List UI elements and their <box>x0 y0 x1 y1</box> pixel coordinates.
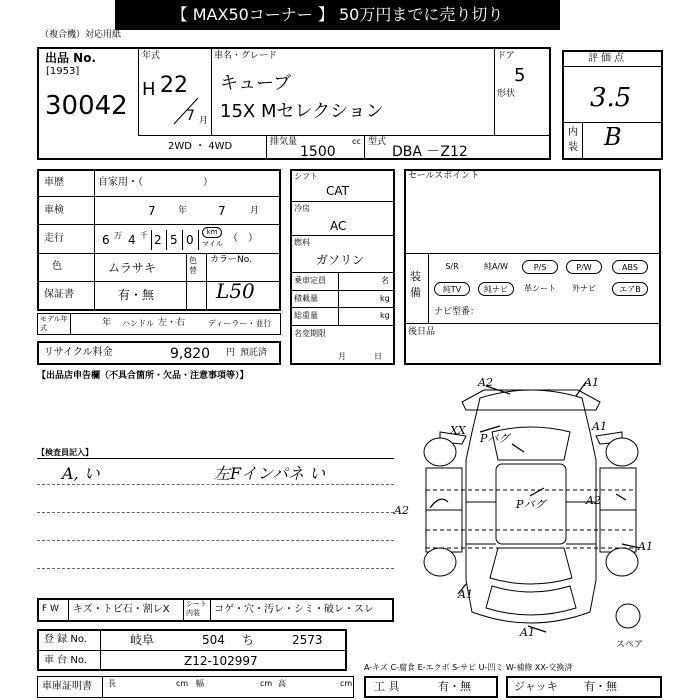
car-damage-diagram <box>400 372 662 664</box>
doc-col-5: 高 <box>278 679 286 688</box>
registration-label: 登 録 No. <box>44 634 87 645</box>
model-year-unit: 年 <box>102 318 112 328</box>
capacity-label: 乗車定員 <box>294 276 326 285</box>
load-unit: kg <box>380 294 390 303</box>
car-model: キューブ <box>220 73 292 94</box>
mileage-v2: 4 <box>128 233 136 247</box>
inspection-label: 車検 <box>44 205 64 216</box>
mileage-paren: （ ） <box>228 233 258 244</box>
lot-sub: [1953] <box>46 66 80 77</box>
doc-col-1: 長 <box>108 679 116 688</box>
mileage-label: 走行 <box>44 233 64 244</box>
color-change-label: 色替 <box>189 256 197 275</box>
lot-no-label: 出品 No. <box>45 51 97 65</box>
doc-col-6: cm <box>340 679 353 688</box>
registration-place: 岐阜 <box>130 633 155 647</box>
shift-label: シフト <box>294 172 318 181</box>
doors-value: 5 <box>514 65 526 86</box>
later-date-label: 後日品 <box>408 327 436 337</box>
gross-label: 総重量 <box>294 311 318 320</box>
inspection-year-unit: 年 <box>178 206 188 216</box>
displacement-unit: cc <box>352 137 361 146</box>
doc-col-3: 幅 <box>196 679 204 688</box>
lot-number: 30042 <box>45 91 128 121</box>
capacity-unit: 名 <box>381 276 389 285</box>
warranty-value: 有・無 <box>118 288 155 302</box>
gross-unit: kg <box>380 311 390 320</box>
registration-number: 2573 <box>292 633 323 647</box>
mileage-unit-km: km <box>202 227 222 238</box>
seat-label: シート内装 <box>186 600 207 617</box>
mark-ping-front: Pバグ <box>480 432 510 445</box>
car-grade: 15X Mセレクション <box>220 101 384 122</box>
nameplate-label: 名変期限 <box>294 329 326 338</box>
mileage-v5: 0 <box>186 233 194 247</box>
equipment-option: 革シート <box>524 284 556 293</box>
jack-label: ジャッキ <box>514 680 558 693</box>
drive-label: 2WD ・ 4WD <box>168 141 233 152</box>
mark-ping-mid: Pバグ <box>516 498 546 511</box>
documents-label: 車庫証明書 <box>42 681 92 692</box>
mark-a2-top: A2 <box>478 376 493 389</box>
shape-label: 形状 <box>497 89 516 99</box>
color-value: ムラサキ <box>108 261 157 275</box>
mark-a1-bottom: A1 <box>520 626 535 639</box>
handle-value: 左・右 <box>158 318 186 328</box>
year-era: H <box>142 79 156 100</box>
inspector-line1: A, い <box>62 464 100 483</box>
year-divider <box>170 96 200 126</box>
mark-a1-rr: A1 <box>638 540 653 553</box>
year-month: 7 <box>186 108 195 124</box>
warranty-label: 保証書 <box>44 289 74 300</box>
chassis-value: Z12-102997 <box>184 654 258 668</box>
tools-value: 有・無 <box>438 680 471 693</box>
nameplate-unit: 月日 <box>338 352 410 361</box>
history-label: 車歴 <box>44 177 64 188</box>
fuel-value: ガソリン <box>316 253 365 267</box>
equipment-option: 純A/W <box>483 262 509 271</box>
interior-label-1: 内 <box>568 127 578 138</box>
inspector-line1b: 左Fインパネ い <box>214 464 326 483</box>
damage-legend: A-キズ C-腐食 E-エクボ S-サビ U-凹ミ W-補修 XX-交換済 <box>364 663 573 672</box>
history-value: 自家用・（ ） <box>98 177 213 188</box>
recycle-value: 9,820 <box>170 346 211 362</box>
inspection-month: 7 <box>218 204 226 218</box>
jack-value: 有・無 <box>584 680 617 693</box>
name-label: 車名・グレード <box>214 51 278 61</box>
mileage-unit-mile: マイル <box>202 240 223 248</box>
aircon-value: AC <box>330 219 347 233</box>
mark-a2-right: A2 <box>586 494 601 507</box>
mark-a2-left: A2 <box>394 504 409 517</box>
mark-a1-rl: A1 <box>458 588 473 601</box>
fw-label: F W <box>42 604 59 614</box>
color-label: 色 <box>52 261 62 272</box>
fuel-label: 燃料 <box>294 238 310 247</box>
equipment-option: エアB <box>612 282 648 296</box>
year-month-unit: 月 <box>199 116 209 126</box>
mark-xx: XX <box>450 424 466 437</box>
handle-label: ハンドル <box>122 319 154 328</box>
equipment-option: 純ナビ <box>478 282 514 296</box>
sales-point-label: セールスポイント <box>408 171 480 181</box>
registration-kana: ち <box>242 633 255 647</box>
fw-value: キズ・トビ石・割レX <box>73 604 170 615</box>
inspector-label: 【検査員記入】 <box>37 448 93 457</box>
recycle-note: 預託済 <box>240 348 268 358</box>
equipment-option: ABS <box>612 260 648 274</box>
mark-a1-tr: A1 <box>584 376 599 389</box>
banner: 【 MAX50コーナー 】 50万円までに売り切り <box>115 0 560 30</box>
interior-score: B <box>604 123 622 151</box>
mileage-v4: 5 <box>170 233 178 247</box>
doors-label: ドア <box>497 51 515 61</box>
nav-model-label: ナビ型番： <box>434 307 480 317</box>
mileage-u2: 千 <box>140 231 148 240</box>
equipment-label-2: 備 <box>410 286 421 299</box>
color-no-label: カラーNo. <box>210 255 252 265</box>
year-label: 年式 <box>142 51 161 61</box>
registration-class: 504 <box>202 633 225 647</box>
seat-value: コゲ・穴・汚レ・シミ・破レ・スレ <box>214 604 374 615</box>
spare-label: スペア <box>616 640 644 650</box>
tools-label: 工 具 <box>374 680 400 693</box>
recycle-unit: 円 <box>226 348 236 358</box>
header-small: （複合機）対応用紙 <box>40 30 122 40</box>
displacement-value: 1500 <box>300 144 336 160</box>
displacement-label: 排気量 <box>270 137 298 147</box>
model-year-label: モデル年式 <box>40 315 68 332</box>
equipment-option: 純TV <box>434 282 470 296</box>
aircon-label: 冷房 <box>294 204 310 213</box>
chassis-label: 車 台 No. <box>44 655 87 666</box>
year-value: 22 <box>160 73 188 98</box>
seller-notes-label: 【出品店申告欄（不具合箇所・欠品・注意事項等）】 <box>37 371 249 381</box>
load-label: 積載量 <box>294 294 318 303</box>
shift-value: CAT <box>326 184 349 198</box>
mileage-v3: 2 <box>154 233 162 247</box>
inspection-month-unit: 月 <box>250 206 260 216</box>
equipment-label-1: 装 <box>410 270 421 283</box>
recycle-label: リサイクル料金 <box>44 347 113 358</box>
score-label: 評価点 <box>588 53 627 64</box>
inspection-year: 7 <box>148 204 156 218</box>
equipment-option: S/R <box>445 262 459 271</box>
mileage-v1: 6 <box>102 233 110 247</box>
doc-col-2: cm <box>176 679 189 688</box>
interior-label-2: 装 <box>568 142 578 153</box>
mark-a1-right: A1 <box>592 420 607 433</box>
dealer-label: ディーラー・並行 <box>208 319 272 328</box>
model-type-label: 型式 <box>368 137 387 147</box>
color-no-value: L50 <box>216 279 255 303</box>
model-type-value: DBA －Z12 <box>392 144 468 160</box>
equipment-option: 外ナビ <box>572 284 596 293</box>
equipment-option: P/S <box>522 260 558 274</box>
score-value: 3.5 <box>590 83 632 113</box>
mileage-u1: 万 <box>114 231 122 240</box>
equipment-option: P/W <box>566 260 602 274</box>
doc-col-4: cm <box>260 679 273 688</box>
